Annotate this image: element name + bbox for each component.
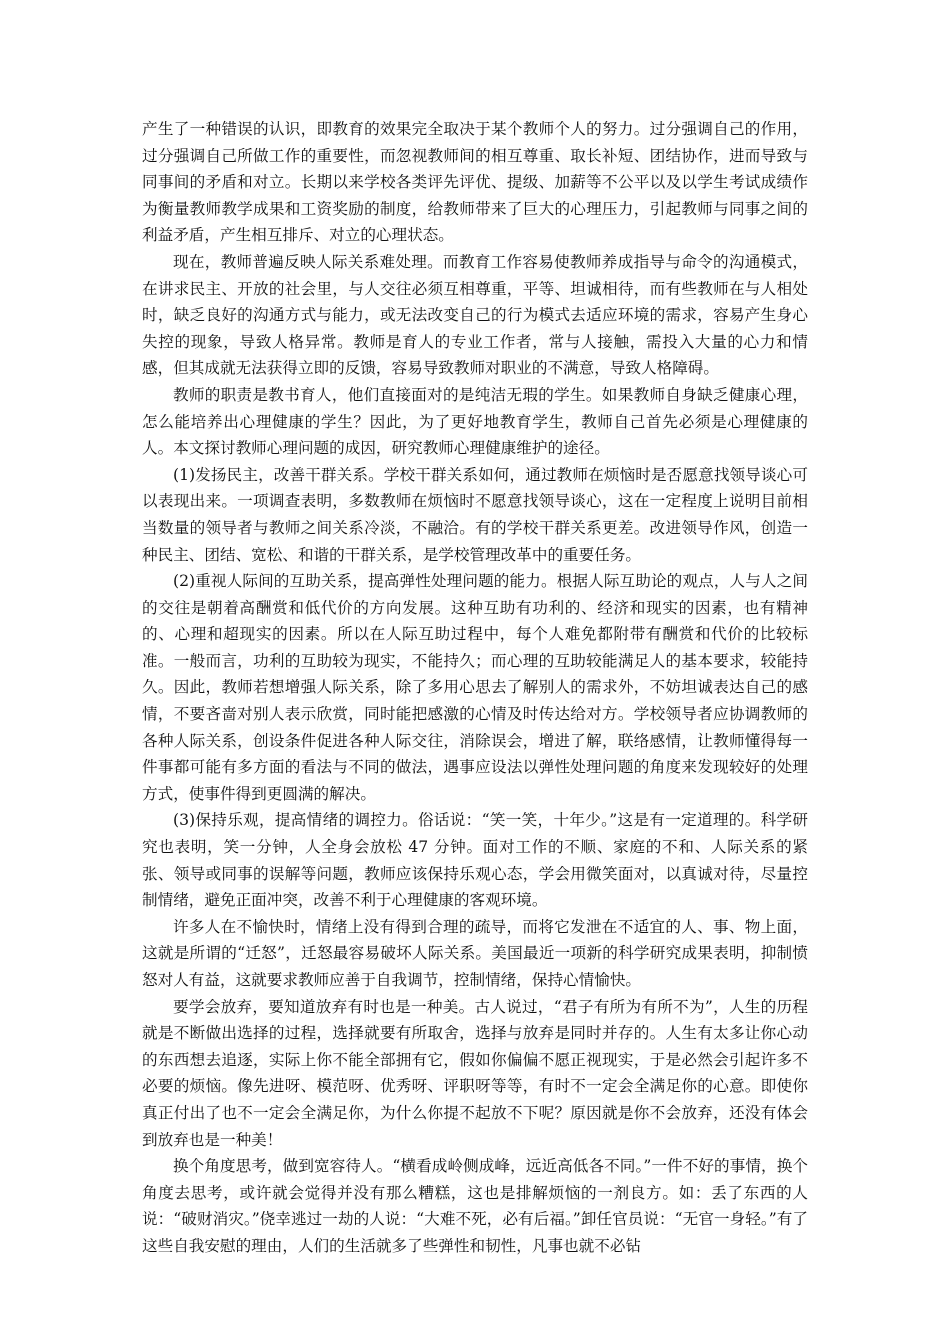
paragraph-1: 产生了一种错误的认识，即教育的效果完全取决于某个教师个人的努力。过分强调自己的作用，过分强调自己所做工作的重要性，而忽视教师间的相互尊重、取长补短、团结协作，进而导致与同事间的矛盾和对立。长期以来学校各类评先评优、提级、加薪等不公平以及以学生考试成绩作为衡量教师教学成果和工资奖励的制度，给教师带来了巨大的心理压力，引起教师与同事之间的利益矛盾，产生相互排斥、对立的心理状态。	[142, 120, 808, 245]
paragraph-9: 换个角度思考，做到宽容待人。“横看成岭侧成峰，远近高低各不同。”一件不好的事情，换个角度去思考，或许就会觉得并没有那么糟糕，这也是排解烦恼的一剂良方。如：丢了东西的人说：“破财消灾。”侥幸逃过一劫的人说：“大难不死，必有后福。”卸任官员说：“无官一身轻。”有了这些自我安慰的理由，人们的生活就多了些弹性和韧性，凡事也就不必钻	[142, 1157, 808, 1255]
paragraph-2: 现在，教师普遍反映人际关系难处理。而教育工作容易使教师养成指导与命令的沟通模式，在讲求民主、开放的社会里，与人交往必须互相尊重，平等、坦诚相待，而有些教师在与人相处时，缺乏良好的沟通方式与能力，或无法改变自己的行为模式去适应环境的需求，容易产生身心失控的现象，导致人格异常。教师是育人的专业工作者，常与人接触，需投入大量的心力和情感，但其成就无法获得立即的反馈，容易导致教师对职业的不满意，导致人格障碍。	[142, 252, 808, 378]
paragraph-4: (1)发扬民主，改善干群关系。学校干群关系如何，通过教师在烦恼时是否愿意找领导谈心可以表现出来。一项调查表明，多数教师在烦恼时不愿意找领导谈心，这在一定程度上说明目前相当数量的领导者与教师之间关系冷淡，不融洽。有的学校干群关系更差。改进领导作风，创造一种民主、团结、宽松、和谐的干群关系，是学校管理改革中的重要任务。	[142, 465, 808, 564]
paragraph-3: 教师的职责是教书育人，他们直接面对的是纯洁无瑕的学生。如果教师自身缺乏健康心理，怎么能培养出心理健康的学生？因此，为了更好地教育学生，教师自己首先必须是心理健康的人。本文探讨教师心理问题的成因，研究教师心理健康维护的途径。	[142, 385, 808, 458]
document-body	[142, 116, 808, 1260]
paragraph-6: (3)保持乐观，提高情绪的调控力。俗话说：“笑一笑，十年少。”这是有一定道理的。科学研究也表明，笑一分钟，人全身会放松 47 分钟。面对工作的不顺、家庭的不和、人际关系的紧张、领导或同事的误解等问题，教师应该保持乐观心态，学会用微笑面对，以真诚对待，尽量控制情绪，避免正面冲突，改善不利于心理健康的客观环境。	[142, 811, 808, 910]
paragraph-8: 要学会放弃，要知道放弃有时也是一种美。古人说过，“君子有所为有所不为”，人生的历程就是不断做出选择的过程，选择就要有所取舍，选择与放弃是同时并存的。人生有太多让你心动的东西想去追逐，实际上你不能全部拥有它，假如你偏偏不愿正视现实，于是必然会引起许多不必要的烦恼。像先进呀、模范呀、优秀呀、评职呀等等，有时不一定会全满足你的心意。即使你真正付出了也不一定会全满足你，为什么你提不起放不下呢？原因就是你不会放弃，还没有体会到放弃也是一种美！	[142, 997, 808, 1149]
paragraph-7: 许多人在不愉快时，情绪上没有得到合理的疏导，而将它发泄在不适宜的人、事、物上面，这就是所谓的“迁怒”，迁怒最容易破坏人际关系。美国最近一项新的科学研究成果表明，抑制愤怒对人有益，这就要求教师应善于自我调节，控制情绪，保持心情愉快。	[142, 917, 808, 989]
paragraph-5: (2)重视人际间的互助关系，提高弹性处理问题的能力。根据人际互助论的观点，人与人之间的交往是朝着高酬赏和低代价的方向发展。这种互助有功利的、经济和现实的因素，也有精神的、心理和超现实的因素。所以在人际互助过程中，每个人难免都附带有酬赏和代价的比较标准。一般而言，功利的互助较为现实，不能持久；而心理的互助较能满足人的基本要求，较能持久。因此，教师若想增强人际关系，除了多用心思去了解别人的需求外，不妨坦诚表达自己的感情，不要吝啬对别人表示欣赏，同时能把感激的心情及时传达给对方。学校领导者应协调教师的各种人际关系，创设条件促进各种人际交往，消除误会，增进了解，联络感情，让教师懂得每一件事都可能有多方面的看法与不同的做法，遇事应设法以弹性处理问题的角度来发现较好的处理方式，使事件得到更圆满的解决。	[142, 572, 808, 803]
